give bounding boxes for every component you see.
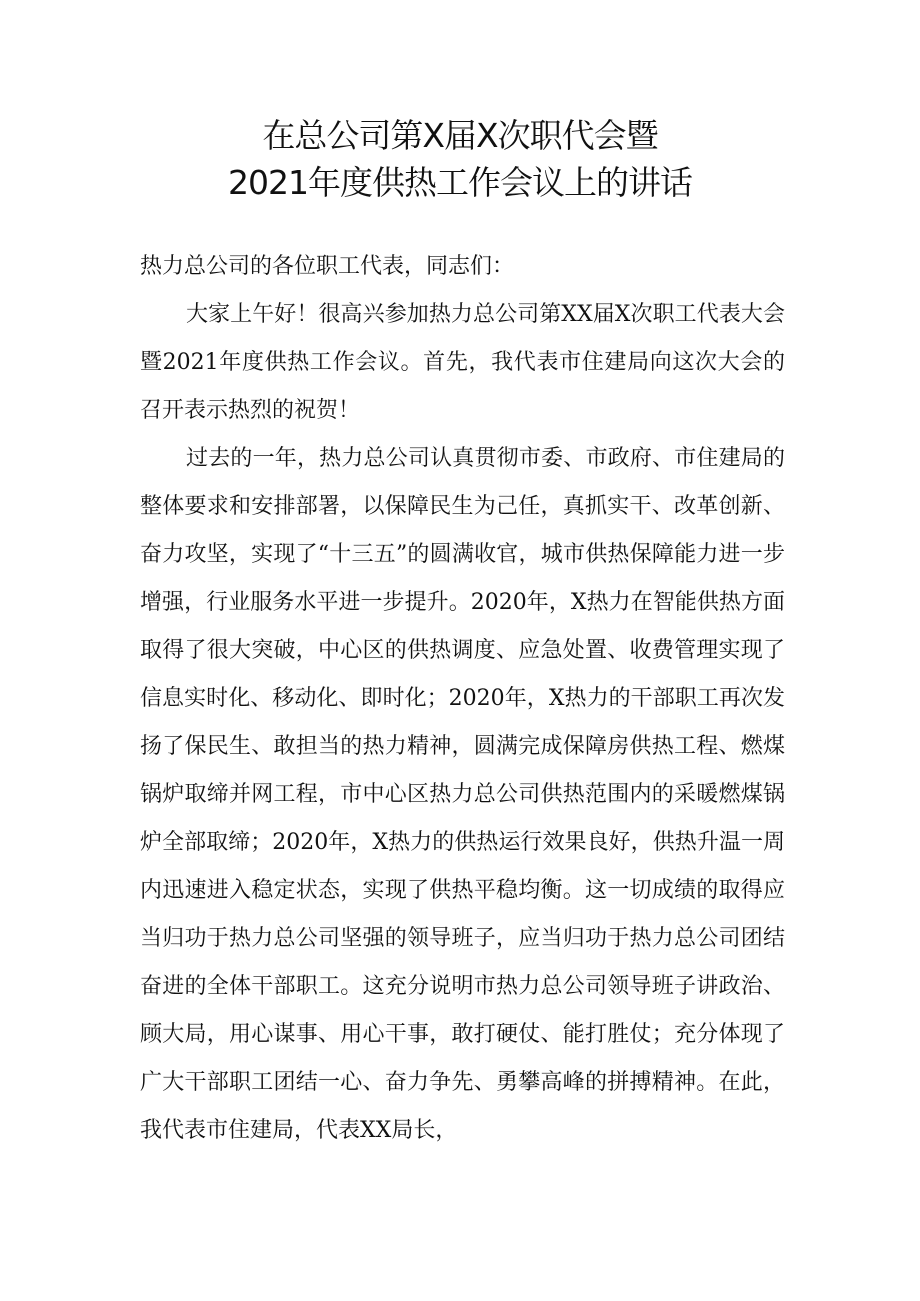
salutation: 热力总公司的各位职工代表，同志们： xyxy=(140,254,515,279)
paragraph-achievements: 过去的一年，热力总公司认真贯彻市委、市政府、市住建局的整体要求和安排部署，以保障民生为己任，真抓实干、改革创新、奋力攻坚，实现了“十三五”的圆满收官，城市供热保障能力进一步增强，行业服务水平进一步提升。2020年，X热力在智能供热方面取得了很大突破，中心区的供热调度、应急处置、收费管理实现了信息实时化、移动化、即时化；2020年，X热力的干部职工再次发扬了保民生、敢担当的热力精神，圆满完成保障房供热工程、燃煤锅炉取缔并网工程，市中心区热力总公司供热范围内的采暖燃煤锅炉全部取缔；2020年，X热力的供热运行效果良好，供热升温一周内迅速进入稳定状态，实现了供热平稳均衡。这一切成绩的取得应当归功于热力总公司坚强的领导班子，应当归功于热力总公司团结奋进的全体干部职工。这充分说明市热力总公司领导班子讲政治、顾大局，用心谋事、用心干事，敢打硬仗、能打胜仗；充分体现了广大干部职工团结一心、奋力争先、勇攀高峰的拼搏精神。在此，我代表市住建局，代表XX局长， xyxy=(140,446,785,1143)
document-title-line2: 2021年度供热工作会议上的讲话 xyxy=(228,163,692,202)
document-title-line1: 在总公司第X届X次职代会暨 xyxy=(262,116,658,155)
document-body xyxy=(140,243,785,1155)
paragraph-greeting: 大家上午好！很高兴参加热力总公司第XX届X次职工代表大会暨2021年度供热工作会议。首先，我代表市住建局向这次大会的召开表示热烈的祝贺！ xyxy=(140,302,785,423)
